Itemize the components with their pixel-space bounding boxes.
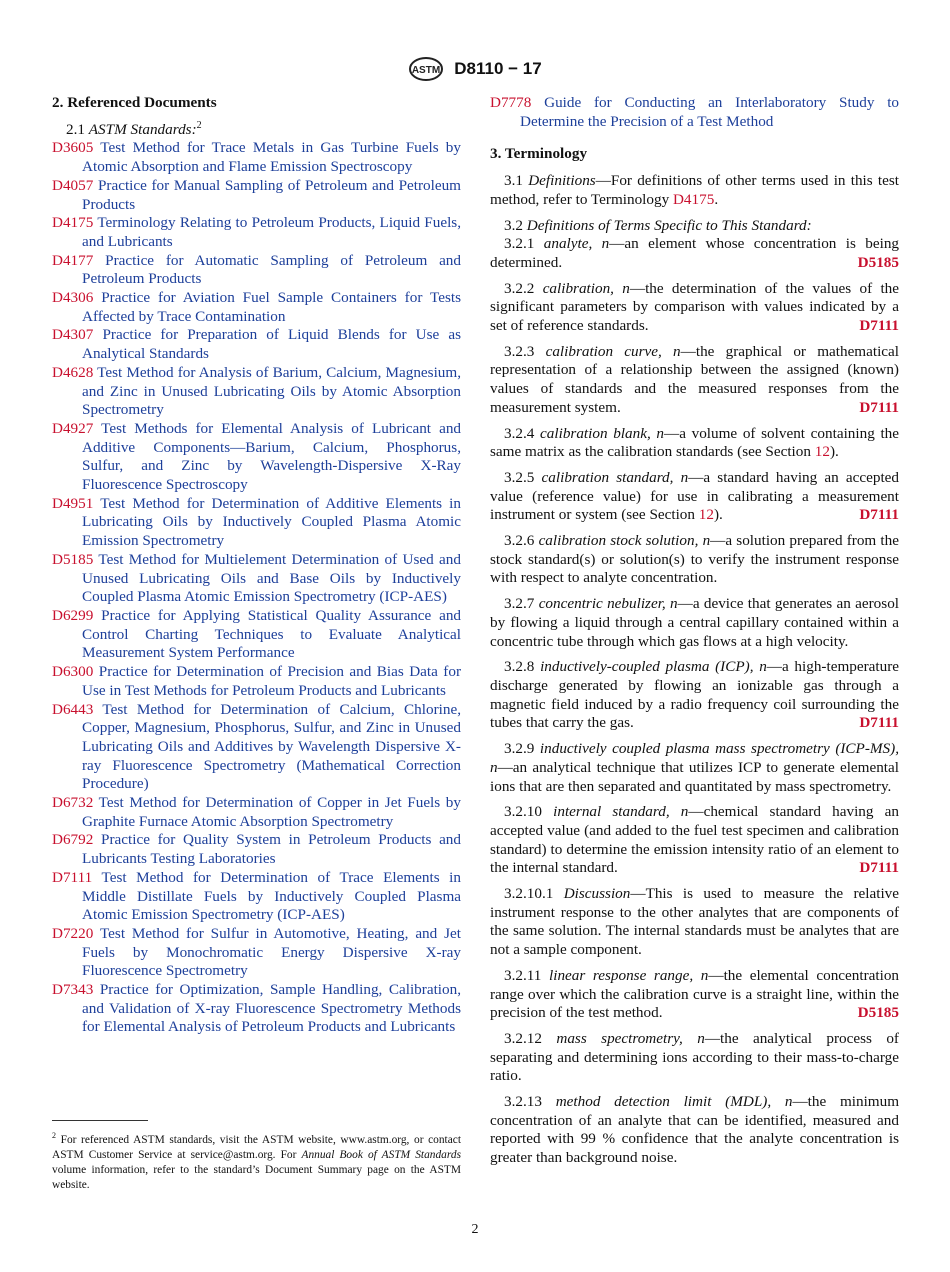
definition-paragraph bbox=[490, 885, 899, 960]
definition-paragraph bbox=[490, 740, 899, 796]
reference-item bbox=[52, 289, 461, 326]
definition-text-end: ). bbox=[829, 443, 839, 461]
reference-code-link[interactable]: D3605 bbox=[52, 139, 94, 157]
definition-text: —a solution prepared from the stock standard(s) or solution(s) to verify the instrument response with respect to analyte concentration. bbox=[490, 532, 899, 587]
page-header bbox=[0, 56, 950, 82]
reference-title-link[interactable]: Test Methods for Elemental Analysis of Lubricant and Additive Components—Barium, Calcium, Phosphorus, Sulfur, and Zinc by Wavelength-Dispersive X-Ray Fluorescence Spectroscopy bbox=[82, 419, 462, 494]
reference-code-link[interactable]: D5185 bbox=[52, 550, 94, 568]
reference-item bbox=[490, 94, 899, 131]
definition-term: concentric nebulizer, n bbox=[538, 595, 678, 613]
definition-text: —the graphical or mathematical representation of a relationship between the assigned (known) values of standards and the measured responses from the measurement system. bbox=[490, 342, 900, 416]
reference-title-link[interactable]: Practice for Automatic Sampling of Petroleum and Petroleum Products bbox=[82, 251, 461, 288]
reference-title-link[interactable]: Test Method for Trace Metals in Gas Turbine Fuels by Atomic Absorption and Flame Emission Spectroscopy bbox=[82, 139, 461, 176]
svg-text:ASTM: ASTM bbox=[412, 65, 441, 76]
reference-item bbox=[52, 177, 461, 214]
definition-number: 3.2.1 bbox=[504, 235, 535, 253]
definition-text: —This is used to measure the relative instrument response to the other analytes that are components of the same solution. The internal standards must be analytes that are not a sample component. bbox=[490, 885, 900, 959]
reference-code-link[interactable]: D6300 bbox=[52, 663, 94, 681]
definition-text: —the determination of the values of the significant parameters by comparison with values indicated by a set of reference standards. bbox=[490, 279, 900, 335]
definition-term: inductively-coupled plasma (ICP), n bbox=[540, 658, 767, 676]
reference-title-link[interactable]: Practice for Preparation of Liquid Blends for Use as Analytical Standards bbox=[82, 326, 462, 363]
definition-paragraph bbox=[490, 1030, 899, 1086]
definition-paragraph bbox=[490, 469, 899, 525]
definition-text: —a volume of solvent containing the same matrix as the calibration standards (see Section bbox=[490, 424, 900, 461]
reference-item bbox=[52, 925, 461, 981]
definition-text: —the minimum concentration of an analyte that can be identified, measured and reported with 99 % confidence that the analyte concentration is greater than background noise. bbox=[490, 1093, 900, 1167]
citation-link[interactable]: D7111 bbox=[859, 398, 899, 416]
citation-link[interactable]: D7111 bbox=[859, 317, 899, 335]
definition-text: —the elemental concentration range over which the calibration curve is a straight line, within the precision of the test method. bbox=[490, 966, 900, 1022]
definition-paragraph bbox=[490, 343, 899, 418]
definition-term: calibration standard, n bbox=[541, 468, 689, 486]
citation-link[interactable]: D5185 bbox=[857, 1004, 899, 1022]
reference-item bbox=[52, 981, 461, 1037]
reference-item bbox=[52, 831, 461, 868]
definition-term: linear response range, n bbox=[549, 966, 709, 984]
definition-paragraph bbox=[490, 532, 899, 588]
left-column bbox=[52, 94, 461, 1037]
definition-number: 3.2.3 bbox=[504, 342, 535, 360]
definition-text-end: ). bbox=[713, 506, 723, 524]
definition-term: calibration, n bbox=[542, 279, 630, 297]
definition-text: —a high-temperature discharge generated by flowing an ionizable gas through a magnetic field induced by a radio frequency coil surrounding the tubes that carry the gas. bbox=[490, 658, 900, 732]
reference-item bbox=[52, 214, 461, 251]
definition-term: calibration blank, n bbox=[540, 424, 665, 442]
definition-text: —a device that generates an aerosol by flowing a liquid through a central capillary contained within a concentric tube through which gas flows at a high velocity. bbox=[490, 595, 900, 650]
definition-paragraph bbox=[490, 803, 899, 878]
reference-code-link[interactable]: D4177 bbox=[52, 251, 94, 269]
reference-code-link[interactable]: D6443 bbox=[52, 700, 94, 718]
reference-item bbox=[52, 252, 461, 289]
definition-number: 3.2.10 bbox=[504, 803, 542, 821]
definition-paragraph bbox=[490, 280, 899, 336]
section-link[interactable]: 12 bbox=[814, 443, 830, 461]
definition-number: 3.2.9 bbox=[504, 740, 535, 758]
definition-text: —an element whose concentration is being determined. bbox=[490, 235, 900, 271]
right-column bbox=[490, 94, 899, 1175]
definition-text: —the analytical process of separating and determining ions according to their mass-to-charge ratio. bbox=[490, 1029, 899, 1085]
citation-link[interactable]: D5185 bbox=[857, 253, 899, 271]
reference-title-link[interactable]: Test Method for Multielement Determination of Used and Unused Lubricating Oils and Base Oils by Inductively Coupled Plasma Atomic Emission Spectrometry (ICP-AES) bbox=[82, 550, 461, 606]
definition-term: internal standard, n bbox=[553, 803, 689, 821]
reference-code-link[interactable]: D4057 bbox=[52, 176, 94, 194]
definition-term: method detection limit (MDL), n bbox=[555, 1093, 793, 1111]
citation-link[interactable]: D7111 bbox=[859, 506, 899, 524]
reference-title-link[interactable]: Practice for Optimization, Sample Handling, Calibration, and Validation of X-ray Fluorescence Spectrometry Methods for Elemental Analysis of Petroleum Products and Lubricants bbox=[82, 981, 461, 1036]
reference-title-link[interactable]: Test Method for Sulfur in Automotive, Heating, and Jet Fuels by Monochromatic Energy Dispersive X-ray Fluorescence Spectrometry bbox=[82, 924, 461, 980]
citation-link[interactable]: D7111 bbox=[859, 859, 899, 877]
astm-logo-icon bbox=[408, 56, 444, 82]
reference-title-link[interactable]: Practice for Determination of Precision and Bias Data for Use in Test Methods for Petroleum Products and Lubricants bbox=[82, 663, 462, 699]
reference-code-link[interactable]: D4175 bbox=[52, 214, 94, 232]
reference-title-link[interactable]: Practice for Quality System in Petroleum Products and Lubricants Testing Laboratories bbox=[82, 831, 461, 868]
definition-term: Discussion bbox=[563, 885, 631, 903]
footnote: $^2$ For referenced ASTM standards, visit the ASTM website, www.astm.org, or contact ASTM Customer Service at service@astm.org. For Annual Book of ASTM Standards volume information, refer to the standard’s Document Summary page on the ASTM website. bbox=[52, 1131, 462, 1191]
definition-paragraph bbox=[490, 425, 899, 462]
reference-code-link[interactable]: D7778 bbox=[490, 94, 532, 111]
definition-term: mass spectrometry, n bbox=[556, 1029, 705, 1047]
definition-text: —a standard having an accepted value (reference value) for use in calibrating a measurement instrument or system (see Section bbox=[490, 468, 899, 524]
reference-code-link[interactable]: D6792 bbox=[52, 831, 94, 849]
reference-code-link[interactable]: D6732 bbox=[52, 794, 94, 812]
reference-item bbox=[52, 794, 461, 831]
definition-paragraph bbox=[490, 235, 899, 272]
definition-list bbox=[490, 235, 899, 1168]
definition-number: 3.2.5 bbox=[504, 468, 535, 486]
reference-title-link[interactable]: Test Method for Determination of Additive Elements in Lubricating Oils by Inductively Coupled Plasma Atomic Emission Spectrometry bbox=[82, 494, 461, 550]
reference-code-link[interactable]: D4307 bbox=[52, 326, 94, 344]
reference-code-link[interactable]: D4628 bbox=[52, 363, 94, 381]
reference-title-link[interactable]: Test Method for Determination of Trace Elements in Middle Distillate Fuels by Inductively Coupled Plasma Atomic Emission Spectrometry (ICP-AES) bbox=[82, 868, 461, 924]
subsection-heading: 2.1 ASTM Standards:$^2$ bbox=[66, 119, 202, 138]
reference-code-link[interactable]: D7111 bbox=[52, 868, 93, 886]
section-title-terminology: 3. Terminology bbox=[490, 145, 588, 163]
section-link[interactable]: 12 bbox=[698, 506, 714, 524]
definition-paragraph bbox=[490, 967, 899, 1023]
reference-title-link[interactable]: Practice for Manual Sampling of Petroleum and Petroleum Products bbox=[82, 176, 461, 213]
definition-term: analyte, n bbox=[543, 235, 610, 253]
reference-title-link[interactable]: Practice for Aviation Fuel Sample Containers for Tests Affected by Trace Contamination bbox=[82, 289, 461, 325]
reference-title-link[interactable]: Guide for Conducting an Interlaboratory Study to Determine the Precision of a Test Method bbox=[520, 94, 900, 130]
definition-number: 3.2.10.1 bbox=[504, 885, 554, 903]
definition-number: 3.2.4 bbox=[504, 424, 535, 442]
reference-code-link[interactable]: D6299 bbox=[52, 606, 94, 624]
definition-number: 3.2.8 bbox=[504, 658, 535, 676]
reference-item bbox=[52, 869, 461, 925]
citation-link[interactable]: D7111 bbox=[859, 714, 899, 732]
definition-number: 3.2.13 bbox=[504, 1093, 542, 1111]
reference-item bbox=[52, 663, 461, 700]
definition-term: calibration stock solution, n bbox=[538, 532, 711, 550]
reference-code-link[interactable]: D4951 bbox=[52, 494, 94, 512]
reference-title-link[interactable]: Test Method for Determination of Calcium, Chlorine, Copper, Magnesium, Phosphorus, Sulfur, and Zinc in Unused Lubricating Oils and Additives by Wavelength Dispersive X-ray Fluorescence Spectrometry (Mathematical Correction Procedure) bbox=[82, 700, 461, 793]
reference-title-link[interactable]: Test Method for Determination of Copper in Jet Fuels by Graphite Furnace Atomic Absorption Spectrometry bbox=[82, 794, 461, 830]
definition-paragraph bbox=[490, 595, 899, 651]
reference-item bbox=[52, 551, 461, 607]
definition-number: 3.2.11 bbox=[504, 966, 542, 984]
section-title-referenced-documents: 2. Referenced Documents bbox=[52, 94, 217, 111]
terminology-link[interactable]: D4175 bbox=[672, 190, 715, 208]
reference-code-link[interactable]: D4927 bbox=[52, 419, 94, 437]
reference-code-link[interactable]: D7343 bbox=[52, 981, 94, 999]
definition-number: 3.2.6 bbox=[504, 532, 535, 550]
reference-item bbox=[52, 701, 461, 795]
reference-title-link[interactable]: Test Method for Analysis of Barium, Calcium, Magnesium, and Zinc in Unused Lubricating Oils by Atomic Absorption Spectrometry bbox=[82, 363, 461, 419]
reference-list bbox=[52, 139, 461, 1037]
definition-text: —chemical standard having an accepted value (and added to the fuel test specimen and calibration standard) to determine the emission intensity ratio of an element to the internal standard. bbox=[490, 803, 899, 877]
reference-title-link[interactable]: Terminology Relating to Petroleum Products, Liquid Fuels, and Lubricants bbox=[82, 214, 462, 250]
definition-paragraph bbox=[490, 1093, 899, 1168]
reference-item bbox=[52, 139, 461, 176]
definition-term: inductively coupled plasma mass spectrometry (ICP-MS), n bbox=[490, 740, 899, 776]
definition-paragraph bbox=[490, 658, 899, 733]
paragraph-3-1: 3.1 Definitions—For definitions of other terms used in this test method, refer to Terminology D4175. bbox=[490, 172, 899, 208]
reference-item bbox=[52, 326, 461, 363]
definition-text: —an analytical technique that utilizes ICP to generate elemental ions that are then separated and quantitated by mass spectrometry. bbox=[490, 758, 899, 795]
definition-number: 3.2.12 bbox=[504, 1029, 542, 1047]
reference-code-link[interactable]: D7220 bbox=[52, 924, 94, 942]
definition-number: 3.2.2 bbox=[504, 279, 535, 297]
reference-code-link[interactable]: D4306 bbox=[52, 289, 94, 307]
reference-item bbox=[52, 607, 461, 663]
reference-item bbox=[52, 364, 461, 420]
reference-item bbox=[52, 495, 461, 551]
footnote-divider bbox=[52, 1120, 148, 1121]
reference-title-link[interactable]: Practice for Applying Statistical Quality Assurance and Control Charting Techniques to Evaluate Analytical Measurement System Performance bbox=[82, 606, 462, 662]
paragraph-3-2: 3.2 Definitions of Terms Specific to This Standard: bbox=[504, 216, 812, 234]
document-id: D8110 − 17 bbox=[454, 59, 542, 78]
page-number: 2 bbox=[471, 1222, 479, 1237]
reference-item bbox=[52, 420, 461, 495]
definition-term: calibration curve, n bbox=[545, 342, 681, 360]
definition-number: 3.2.7 bbox=[504, 595, 535, 613]
